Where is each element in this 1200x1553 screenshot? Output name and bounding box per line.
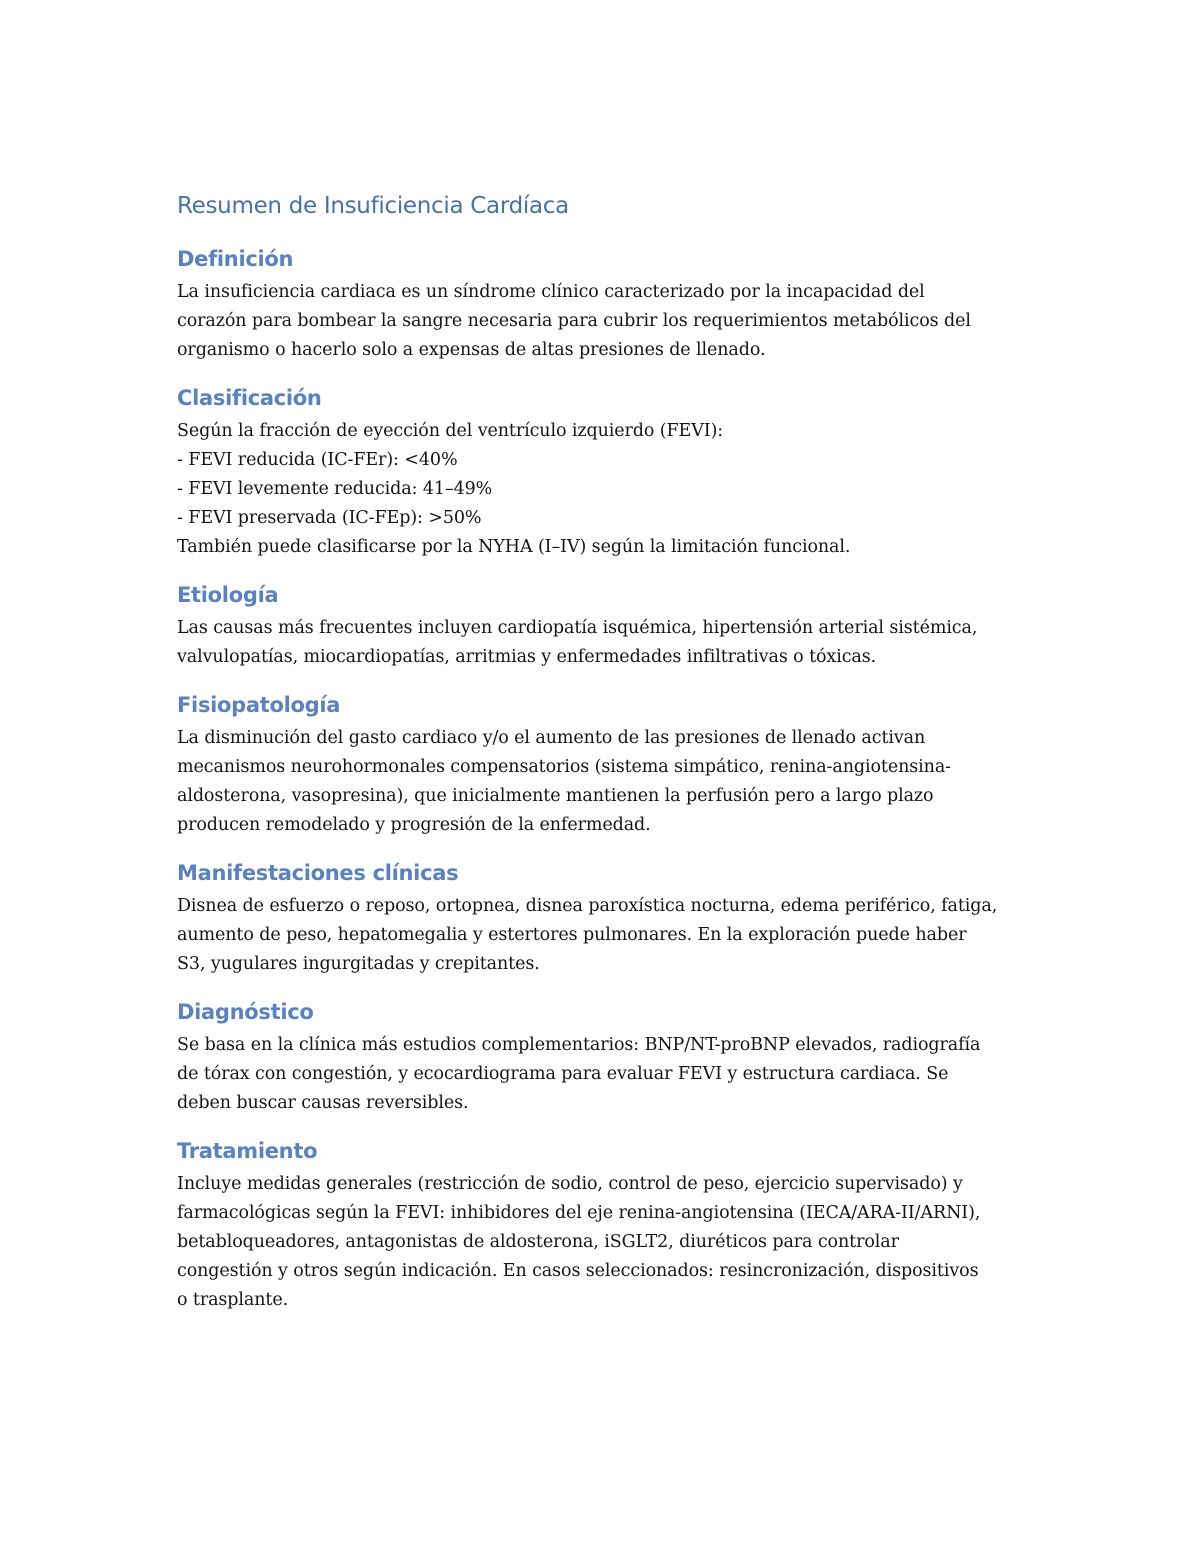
section-heading: Clasificación [177, 386, 322, 410]
body-line: aumento de peso, hepatomegalia y estertores pulmonares. En la exploración puede haber [177, 925, 967, 945]
body-line: S3, yugulares ingurgitadas y crepitantes. [177, 954, 540, 974]
section-body [177, 724, 1037, 840]
section-body [177, 278, 1037, 365]
body-line: Incluye medidas generales (restricción de sodio, control de peso, ejercicio supervisado) y [177, 1174, 963, 1194]
list-item: - FEVI preservada (IC-FEp): >50% [177, 508, 482, 528]
body-line: La insuficiencia cardiaca es un síndrome clínico caracterizado por la incapacidad del [177, 282, 925, 302]
section-heading: Manifestaciones clínicas [177, 861, 459, 885]
section-body [177, 614, 1037, 672]
document-title: Resumen de Insuficiencia Cardíaca [177, 193, 569, 219]
section-body [177, 1031, 1037, 1118]
body-line: betabloqueadores, antagonistas de aldosterona, iSGLT2, diuréticos para controlar [177, 1232, 899, 1252]
section-etiologia [177, 580, 1037, 672]
document-content [177, 190, 1037, 1333]
section-heading: Etiología [177, 583, 279, 607]
section-clasificacion [177, 383, 1037, 562]
body-line: mecanismos neurohormonales compensatorios (sistema simpático, renina-angiotensina- [177, 757, 951, 777]
section-heading: Definición [177, 247, 294, 271]
section-manifestaciones [177, 858, 1037, 979]
body-line: congestión y otros según indicación. En casos seleccionados: resincronización, dispositivos [177, 1261, 979, 1281]
body-line: deben buscar causas reversibles. [177, 1093, 469, 1113]
section-body [177, 417, 1037, 562]
body-line: Disnea de esfuerzo o reposo, ortopnea, disnea paroxística nocturna, edema periférico, fatiga, [177, 896, 998, 916]
body-line: valvulopatías, miocardiopatías, arritmias y enfermedades infiltrativas o tóxicas. [177, 647, 877, 667]
body-line: Se basa en la clínica más estudios complementarios: BNP/NT-proBNP elevados, radiografía [177, 1035, 981, 1055]
list-item: - FEVI levemente reducida: 41–49% [177, 479, 493, 499]
list-item: - FEVI reducida (IC-FEr): <40% [177, 450, 458, 470]
body-line: La disminución del gasto cardiaco y/o el aumento de las presiones de llenado activan [177, 728, 926, 748]
section-heading: Fisiopatología [177, 693, 341, 717]
body-line: de tórax con congestión, y ecocardiograma para evaluar FEVI y estructura cardiaca. Se [177, 1064, 949, 1084]
section-heading: Tratamiento [177, 1139, 318, 1163]
body-line: Según la fracción de eyección del ventrículo izquierdo (FEVI): [177, 421, 724, 441]
section-diagnostico [177, 997, 1037, 1118]
section-definicion [177, 244, 1037, 365]
body-line: aldosterona, vasopresina), que inicialmente mantienen la perfusión pero a largo plazo [177, 786, 934, 806]
section-body [177, 1170, 1037, 1315]
body-line: Las causas más frecuentes incluyen cardiopatía isquémica, hipertensión arterial sistémica, [177, 618, 978, 638]
body-line: farmacológicas según la FEVI: inhibidores del eje renina-angiotensina (IECA/ARA-II/ARNI), [177, 1203, 981, 1223]
body-line: corazón para bombear la sangre necesaria para cubrir los requerimientos metabólicos del [177, 311, 971, 331]
section-heading: Diagnóstico [177, 1000, 314, 1024]
body-line: organismo o hacerlo solo a expensas de altas presiones de llenado. [177, 340, 766, 360]
body-line: También puede clasificarse por la NYHA (I–IV) según la limitación funcional. [177, 537, 851, 557]
body-line: o trasplante. [177, 1290, 289, 1310]
section-tratamiento [177, 1136, 1037, 1315]
body-line: producen remodelado y progresión de la enfermedad. [177, 815, 651, 835]
section-body [177, 892, 1037, 979]
section-fisiopatologia [177, 690, 1037, 840]
